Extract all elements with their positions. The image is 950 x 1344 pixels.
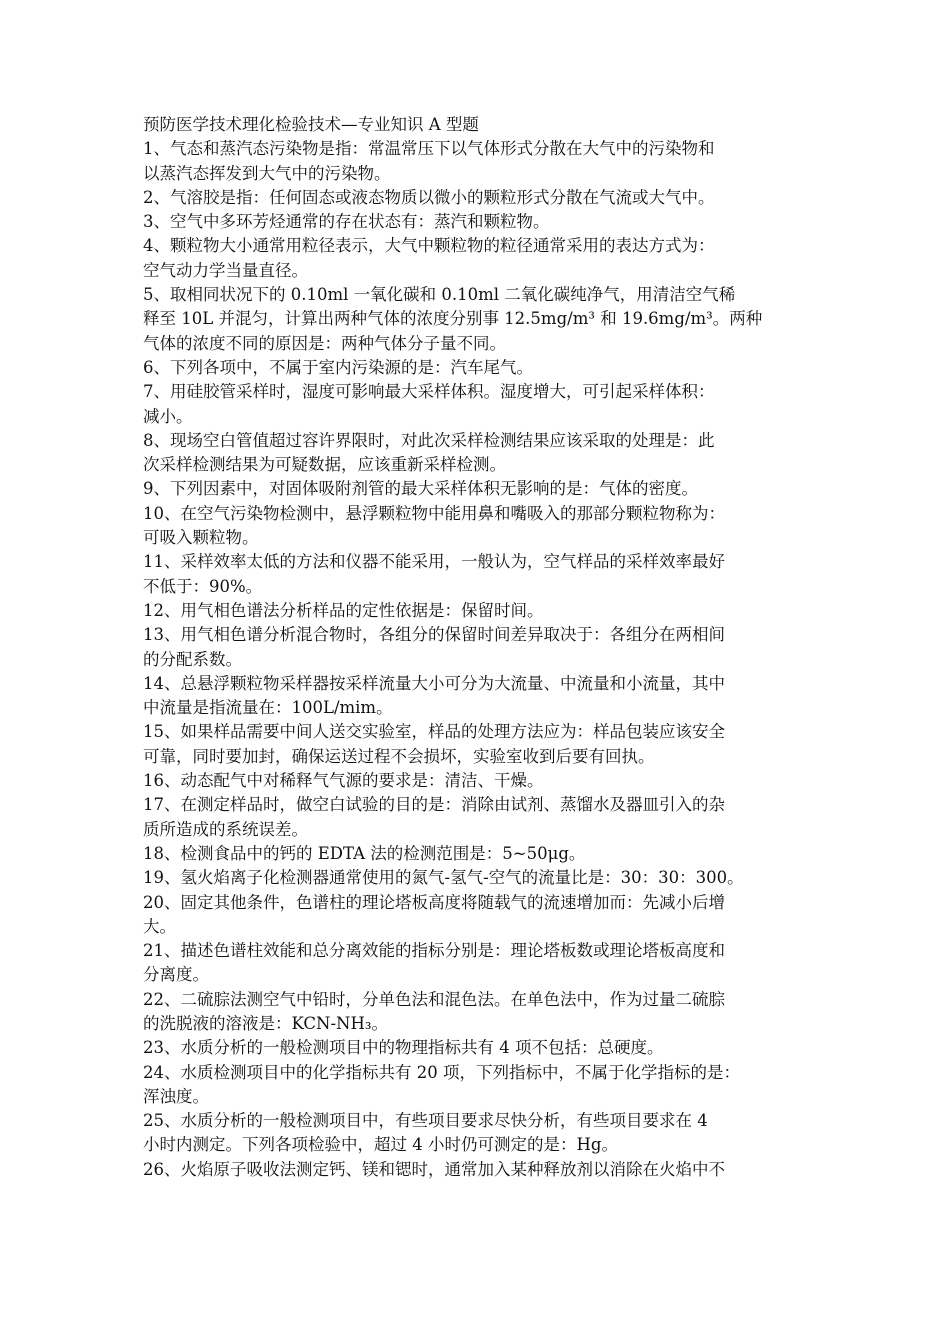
question-line: 质所造成的系统误差。 — [143, 819, 308, 839]
question-line: 的分配系数。 — [143, 649, 242, 669]
question-line: 14、总悬浮颗粒物采样器按采样流量大小可分为大流量、中流量和小流量，其中 — [143, 673, 725, 693]
question-line: 浑浊度。 — [143, 1086, 209, 1106]
question-item — [143, 891, 813, 940]
document-title: 预防医学技术理化检验技术—专业知识 A 型题 — [143, 115, 479, 134]
question-item — [143, 234, 813, 283]
question-item — [143, 1158, 813, 1182]
question-line: 6、下列各项中，不属于室内污染源的是：汽车尾气。 — [143, 357, 533, 377]
question-line: 10、在空气污染物检测中，悬浮颗粒物中能用鼻和嘴吸入的那部分颗粒物称为： — [143, 503, 725, 523]
question-line: 15、如果样品需要中间人送交实验室，样品的处理方法应为：样品包装应该安全 — [143, 722, 725, 742]
question-line: 空气动力学当量直径。 — [143, 260, 308, 280]
question-line: 次采样检测结果为可疑数据，应该重新采样检测。 — [143, 455, 506, 475]
question-item — [143, 1061, 813, 1110]
question-line: 释至 10L 并混匀，计算出两种气体的浓度分别事 12.5mg/m³ 和 19.6mg/m³。两种 — [143, 309, 763, 329]
question-line: 1、气态和蒸汽态污染物是指：常温常压下以气体形式分散在大气中的污染物和 — [143, 139, 715, 159]
question-item — [143, 672, 813, 721]
question-item — [143, 210, 813, 234]
question-item — [143, 137, 813, 186]
question-item — [143, 283, 813, 356]
question-line: 12、用气相色谱法分析样品的定性依据是：保留时间。 — [143, 600, 544, 620]
question-line: 22、二硫腙法测空气中铅时，分单色法和混色法。在单色法中，作为过量二硫腙 — [143, 989, 725, 1009]
question-line: 26、火焰原子吸收法测定钙、镁和锶时，通常加入某种释放剂以消除在火焰中不 — [143, 1159, 725, 1179]
question-item — [143, 550, 813, 599]
question-line: 以蒸汽态挥发到大气中的污染物。 — [143, 163, 391, 183]
question-line: 19、氢火焰离子化检测器通常使用的氮气-氢气-空气的流量比是：30：30：300。 — [143, 868, 744, 888]
question-item — [143, 1036, 813, 1060]
question-list — [143, 137, 813, 1182]
question-item — [143, 939, 813, 988]
question-item — [143, 866, 813, 890]
question-line: 25、水质分析的一般检测项目中，有些项目要求尽快分析，有些项目要求在 4 — [143, 1111, 708, 1131]
question-line: 不低于：90%。 — [143, 576, 263, 596]
question-line: 2、气溶胶是指：任何固态或液态物质以微小的颗粒形式分散在气流或大气中。 — [143, 187, 715, 207]
question-item — [143, 477, 813, 501]
question-item — [143, 793, 813, 842]
question-line: 24、水质检测项目中的化学指标共有 20 项，下列指标中，不属于化学指标的是： — [143, 1062, 740, 1082]
question-line: 7、用硅胶管采样时，湿度可影响最大采样体积。湿度增大，可引起采样体积： — [143, 382, 715, 402]
question-item — [143, 720, 813, 769]
question-line: 大。 — [143, 916, 176, 936]
question-item — [143, 186, 813, 210]
question-line: 13、用气相色谱分析混合物时，各组分的保留时间差异取决于：各组分在两相间 — [143, 625, 725, 645]
question-line: 的洗脱液的溶液是：KCN-NH₃。 — [143, 1013, 388, 1033]
question-line: 气体的浓度不同的原因是：两种气体分子量不同。 — [143, 333, 506, 353]
question-line: 小时内测定。下列各项检验中，超过 4 小时仍可测定的是：Hg。 — [143, 1135, 618, 1155]
question-line: 4、颗粒物大小通常用粒径表示，大气中颗粒物的粒径通常采用的表达方式为： — [143, 236, 715, 256]
question-item — [143, 356, 813, 380]
document-page — [143, 113, 813, 1182]
question-item — [143, 502, 813, 551]
question-item — [143, 842, 813, 866]
question-line: 分离度。 — [143, 965, 209, 985]
question-line: 5、取相同状况下的 0.10ml 一氧化碳和 0.10ml 二氧化碳纯净气，用清洁空气稀 — [143, 285, 736, 305]
question-line: 可吸入颗粒物。 — [143, 528, 259, 548]
question-line: 8、现场空白管值超过容许界限时，对此次采样检测结果应该采取的处理是：此 — [143, 430, 715, 450]
question-line: 17、在测定样品时，做空白试验的目的是：消除由试剂、蒸馏水及器皿引入的杂 — [143, 795, 725, 815]
question-line: 减小。 — [143, 406, 193, 426]
question-item — [143, 623, 813, 672]
question-line: 18、检测食品中的钙的 EDTA 法的检测范围是：5~50μg。 — [143, 843, 586, 863]
question-item — [143, 1109, 813, 1158]
question-line: 11、采样效率太低的方法和仪器不能采用，一般认为，空气样品的采样效率最好 — [143, 552, 725, 572]
question-line: 3、空气中多环芳烃通常的存在状态有：蒸汽和颗粒物。 — [143, 212, 550, 232]
question-line: 可靠，同时要加封，确保运送过程不会损坏，实验室收到后要有回执。 — [143, 746, 655, 766]
question-item — [143, 429, 813, 478]
question-item — [143, 769, 813, 793]
question-line: 中流量是指流量在：100L/mim。 — [143, 698, 393, 718]
question-line: 9、下列因素中，对固体吸附剂管的最大采样体积无影响的是：气体的密度。 — [143, 479, 698, 499]
question-item — [143, 988, 813, 1037]
question-item — [143, 380, 813, 429]
question-item — [143, 599, 813, 623]
question-line: 23、水质分析的一般检测项目中的物理指标共有 4 项不包括：总硬度。 — [143, 1038, 664, 1058]
question-line: 16、动态配气中对稀释气气源的要求是：清洁、干燥。 — [143, 771, 544, 791]
question-line: 21、描述色谱柱效能和总分离效能的指标分别是：理论塔板数或理论塔板高度和 — [143, 941, 725, 961]
question-line: 20、固定其他条件，色谱柱的理论塔板高度将随载气的流速增加而：先减小后增 — [143, 892, 725, 912]
